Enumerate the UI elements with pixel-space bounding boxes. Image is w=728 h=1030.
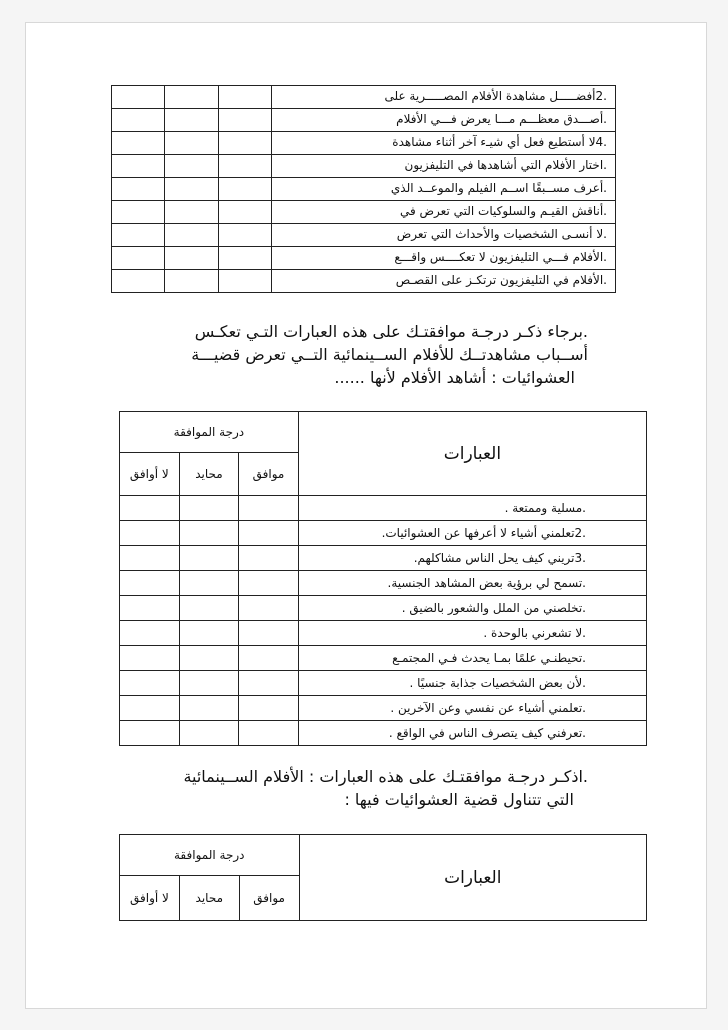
answer-cell[interactable]	[112, 224, 165, 247]
answer-cell[interactable]	[165, 132, 218, 155]
table-row	[112, 86, 616, 109]
answer-cell[interactable]	[239, 571, 299, 596]
statement-cell: .2أفضـــــل مشاهدة الأفلام المصـــــرية على	[271, 86, 615, 109]
answer-cell[interactable]	[120, 571, 180, 596]
table-row	[112, 178, 616, 201]
option-neutral: محايد	[179, 453, 239, 496]
answer-cell[interactable]	[239, 721, 299, 746]
table-row	[120, 646, 647, 671]
statement-cell: .أصـــدق معظـــم مـــا يعرض فـــي الأفلام	[271, 109, 615, 132]
statement-cell: .تحيطنـي علمًا بمـا يحدث فـي المجتمـع	[298, 646, 646, 671]
document-page	[25, 22, 707, 1009]
answer-cell[interactable]	[218, 201, 271, 224]
statement-cell: .لا تشعرني بالوحدة .	[298, 621, 646, 646]
answer-cell[interactable]	[179, 696, 239, 721]
answer-cell[interactable]	[179, 621, 239, 646]
statements-table-3	[119, 834, 647, 921]
table-row	[112, 247, 616, 270]
answer-cell[interactable]	[239, 696, 299, 721]
answer-cell[interactable]	[112, 178, 165, 201]
answer-cell[interactable]	[218, 270, 271, 293]
table-row	[112, 155, 616, 178]
answer-cell[interactable]	[112, 270, 165, 293]
table-row	[120, 571, 647, 596]
answer-cell[interactable]	[120, 671, 180, 696]
answer-cell[interactable]	[218, 109, 271, 132]
statements-table-2	[119, 411, 647, 746]
answer-cell[interactable]	[239, 521, 299, 546]
table-row	[112, 224, 616, 247]
answer-cell[interactable]	[120, 596, 180, 621]
table-row	[112, 270, 616, 293]
table-row	[120, 621, 647, 646]
table-row	[112, 109, 616, 132]
answer-cell[interactable]	[112, 132, 165, 155]
answer-cell[interactable]	[239, 596, 299, 621]
question-2-line-3: العشوائيات : أشاهد الأفلام لأنها ......	[334, 368, 575, 387]
table-row	[120, 521, 647, 546]
answer-cell[interactable]	[239, 546, 299, 571]
answer-cell[interactable]	[218, 247, 271, 270]
answer-cell[interactable]	[218, 178, 271, 201]
answer-cell[interactable]	[179, 496, 239, 521]
option-disagree: لا أوافق	[120, 453, 180, 496]
answer-cell[interactable]	[179, 521, 239, 546]
question-3-line-1: .اذكـر درجـة موافقتـك على هذه العبارات : الأفلام الســينمائية	[183, 767, 588, 786]
question-3-line-2: التي تتناول قضية العشوائيات فيها :	[344, 790, 574, 809]
table-row	[112, 132, 616, 155]
answer-cell[interactable]	[218, 86, 271, 109]
answer-cell[interactable]	[120, 496, 180, 521]
statement-cell: .تخلصني من الملل والشعور بالضيق .	[298, 596, 646, 621]
answer-cell[interactable]	[112, 201, 165, 224]
answer-cell[interactable]	[165, 224, 218, 247]
statement-cell: .تعرفني كيف يتصرف الناس في الواقع .	[298, 721, 646, 746]
answer-cell[interactable]	[179, 596, 239, 621]
statement-cell: .تسمح لي برؤية بعض المشاهد الجنسية.	[298, 571, 646, 596]
answer-cell[interactable]	[120, 521, 180, 546]
answer-cell[interactable]	[165, 178, 218, 201]
statement-cell: .أناقش القيـم والسلوكيات التي تعرض في	[271, 201, 615, 224]
statements-table-1	[111, 85, 616, 293]
option-disagree: لا أوافق	[120, 876, 180, 921]
statement-cell: .لا أنسـى الشخصيات والأحداث التي تعرض	[271, 224, 615, 247]
answer-cell[interactable]	[218, 224, 271, 247]
answer-cell[interactable]	[165, 270, 218, 293]
answer-cell[interactable]	[120, 546, 180, 571]
answer-cell[interactable]	[165, 109, 218, 132]
question-2-line-1: .برجاء ذكـر درجـة موافقتـك على هذه العبارات التـي تعكـس	[194, 322, 588, 341]
statement-cell: .اختار الأفلام التي أشاهدها في التليفزيون	[271, 155, 615, 178]
option-agree: موافق	[239, 453, 299, 496]
statement-cell: .مسلية وممتعة .	[298, 496, 646, 521]
statement-cell: .الأفلام فـــي التليفزيون لا تعكــــس واقـــع	[271, 247, 615, 270]
answer-cell[interactable]	[112, 247, 165, 270]
answer-cell[interactable]	[112, 155, 165, 178]
table-row	[112, 201, 616, 224]
answer-cell[interactable]	[179, 721, 239, 746]
answer-cell[interactable]	[120, 621, 180, 646]
answer-cell[interactable]	[120, 721, 180, 746]
table-row	[120, 596, 647, 621]
answer-cell[interactable]	[179, 546, 239, 571]
table-row	[120, 721, 647, 746]
answer-cell[interactable]	[165, 201, 218, 224]
answer-cell[interactable]	[165, 155, 218, 178]
answer-cell[interactable]	[165, 247, 218, 270]
statement-cell: .2تعلمني أشياء لا أعرفها عن العشوائيات.	[298, 521, 646, 546]
answer-cell[interactable]	[120, 646, 180, 671]
table-row	[120, 696, 647, 721]
statement-cell: .4لا أستطيع فعل أي شيـء آخر أثناء مشاهدة	[271, 132, 615, 155]
answer-cell[interactable]	[112, 109, 165, 132]
answer-cell[interactable]	[120, 696, 180, 721]
answer-cell[interactable]	[218, 132, 271, 155]
answer-cell[interactable]	[112, 86, 165, 109]
table-row	[120, 671, 647, 696]
question-2-line-2: أســباب مشاهدتــك للأفلام الســينمائية التــي تعرض قضيـــة	[191, 345, 588, 364]
answer-cell[interactable]	[179, 671, 239, 696]
answer-cell[interactable]	[179, 571, 239, 596]
statements-header: العبارات	[299, 835, 646, 921]
statement-cell: .3تريني كيف يحل الناس مشاكلهم.	[298, 546, 646, 571]
table-row	[120, 546, 647, 571]
agreement-degree-header: درجة الموافقة	[120, 835, 300, 876]
option-neutral: محايد	[179, 876, 239, 921]
table-row	[120, 496, 647, 521]
agreement-degree-header: درجة الموافقة	[120, 412, 299, 453]
answer-cell[interactable]	[239, 496, 299, 521]
statements-header: العبارات	[298, 412, 646, 496]
answer-cell[interactable]	[165, 86, 218, 109]
answer-cell[interactable]	[239, 671, 299, 696]
statement-cell: .أعرف مســبقًا اســم الفيلم والموعــد الذي	[271, 178, 615, 201]
statement-cell: .الأفلام في التليفزيون ترتكـز على القصـص	[271, 270, 615, 293]
option-agree: موافق	[239, 876, 299, 921]
answer-cell[interactable]	[239, 621, 299, 646]
answer-cell[interactable]	[239, 646, 299, 671]
statement-cell: .تعلمني أشياء عن نفسي وعن الآخرين .	[298, 696, 646, 721]
statement-cell: .لأن بعض الشخصيات جذابة جنسيًا .	[298, 671, 646, 696]
answer-cell[interactable]	[218, 155, 271, 178]
answer-cell[interactable]	[179, 646, 239, 671]
